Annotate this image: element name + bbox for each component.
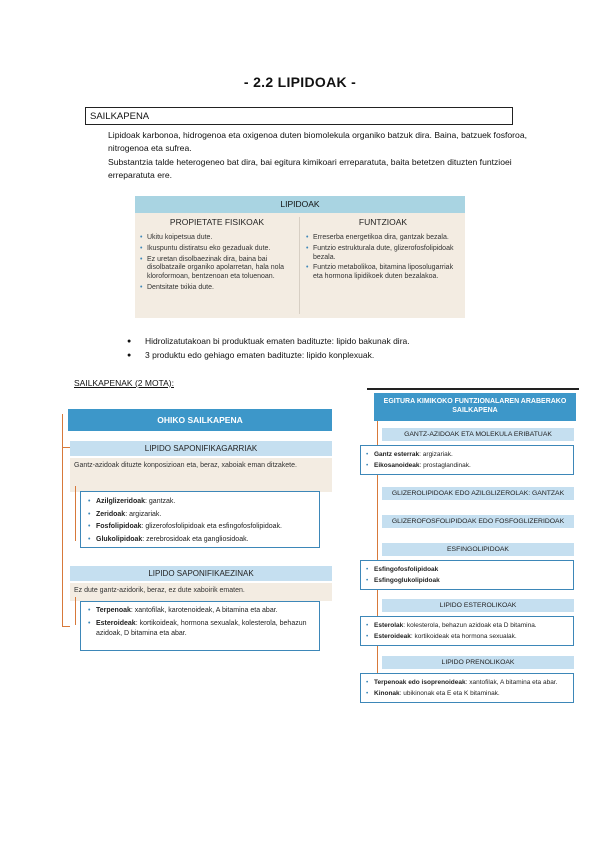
group-title: GLIZEROFOSFOLIPIDOAK EDO FOSFOGLIZERIDOAK	[382, 515, 574, 528]
group-title: LIPIDO PRENOLIKOAK	[382, 656, 574, 669]
list-item: • Glukolipidoak: zerebrosidoak eta gangliosidoak.	[87, 534, 313, 547]
connector-line	[75, 486, 76, 541]
group-title: ESFINGOLIPIDOAK	[382, 543, 574, 556]
group-items-box	[360, 673, 574, 703]
list-item: • Eikosanoideak: prostaglandinak.	[365, 460, 569, 471]
list-item: • Kinonak: ubikinonak eta E eta K bitaminak.	[365, 688, 569, 699]
group-items-box	[360, 616, 574, 646]
page-title: - 2.2 LIPIDOAK -	[243, 74, 357, 90]
group-items-box	[80, 491, 320, 548]
column-header-properties: PROPIETATE FISIKOAK	[169, 217, 265, 227]
group-items-box	[360, 560, 574, 590]
table-header: LIPIDOAK	[135, 196, 465, 213]
list-item: ● Hidrolizatutakoan bi produktuak ematen badituzte: lipido bakunak dira.	[123, 335, 410, 349]
list-item: • Esteroideak: kortikoideak, hormona sexualak, kolesterola, behazun azidoak, D bitamina eta abar.	[87, 619, 313, 640]
section-label-sailkapena: SAILKAPENA	[85, 107, 513, 125]
group-title-saponifiable: LIPIDO SAPONIFIKAGARRIAK	[70, 441, 332, 456]
functions-list	[306, 234, 460, 284]
list-item: • Azilglizeridoak: gantzak.	[87, 496, 313, 509]
list-item: • Erreserba energetikoa dira, gantzak bezala.	[306, 234, 460, 243]
list-item: • Ikuspuntu distiratsu eko gezaduak dute.	[140, 245, 294, 254]
diagram-header: EGITURA KIMIKOKO FUNTZIONALAREN ARABERAKO SAILKAPENA	[374, 393, 576, 421]
group-title: GANTZ-AZIDOAK ETA MOLEKULA ERIBATUAK	[382, 428, 574, 441]
connector-line	[62, 414, 63, 626]
column-divider	[299, 217, 300, 314]
group-note: Ez dute gantz-azidorik, beraz, ez dute xaboirik ematen.	[70, 583, 332, 601]
list-item: • Terpenoak: xantofilak, karotenoideak, A bitamina eta abar.	[87, 606, 313, 617]
list-item: • Esteroideak: kortikoideak eta hormona sexualak.	[365, 631, 569, 642]
list-item: • Dentsitate txikia dute.	[140, 284, 294, 293]
connector-line	[62, 626, 70, 627]
list-item: • Funtzio metabolikoa, bitamina liposolugarriak eta hormona lipidikoek duten bezalakoa.	[306, 264, 460, 282]
list-item: • Esterolak: kolesterola, behazun azidoak eta D bitamina.	[365, 620, 569, 631]
connector-line	[75, 597, 76, 625]
intro-paragraph-1: Lipidoak karbonoa, hidrogenoa eta oxigenoa duten biomolekula organiko batzuk dira. Baina, batzuek fosforoa, nitrogenoa eta sufrea.	[108, 130, 527, 154]
properties-list	[140, 234, 294, 295]
list-item: • Zeridoak: argizariak.	[87, 509, 313, 522]
diagram-header: OHIKO SAILKAPENA	[68, 409, 332, 431]
group-items-box	[80, 601, 320, 651]
list-item: • Ez uretan disolbaezinak dira, baina bai disolbatzaile organiko apolarretan, hala nola kloroformoan, bentzenoan eta toluenoan.	[140, 256, 294, 282]
intro-paragraph-2: Substantzia talde heterogeneo bat dira, bai egitura kimikoari erreparatuta, baita betetzen dituzten funtzioei erreparatuta ere.	[108, 156, 512, 181]
group-note: Gantz-azidoak dituzte konposizioan eta, beraz, xaboiak eman ditzakete.	[70, 458, 332, 492]
hydrolysis-bullets	[123, 335, 410, 362]
list-item: • Terpenoak edo isoprenoideak: xantofilak, A bitamina eta abar.	[365, 677, 569, 688]
group-items-box	[360, 445, 574, 475]
list-item: ● 3 produktu edo gehiago ematen badituzte: lipido konplexuak.	[123, 349, 410, 363]
column-header-functions: FUNTZIOAK	[358, 217, 408, 227]
list-item: • Fosfolipidoak: glizerofosfolipidoak eta esfingofosfolipidoak.	[87, 521, 313, 534]
list-item: • Ukitu koipetsua dute.	[140, 234, 294, 243]
list-item: • Esfingofosfolipidoak	[365, 564, 569, 575]
lipids-properties-table	[135, 196, 465, 318]
intro-text	[108, 129, 528, 183]
classifications-title: SAILKAPENAK (2 MOTA):	[74, 378, 174, 388]
connector-line	[62, 447, 70, 448]
list-item: • Funtzio estrukturala dute, glizerofosfolipidoak bezala.	[306, 245, 460, 263]
divider	[367, 388, 579, 390]
group-title: GLIZEROLIPIDOAK EDO AZILGLIZEROLAK: GANTZAK	[382, 487, 574, 500]
group-title: LIPIDO ESTEROLIKOAK	[382, 599, 574, 612]
group-title-unsaponifiable: LIPIDO SAPONIFIKAEZINAK	[70, 566, 332, 581]
list-item: • Gantz esterrak: argizariak.	[365, 449, 569, 460]
list-item: • Esfingoglukolipidoak	[365, 575, 569, 586]
